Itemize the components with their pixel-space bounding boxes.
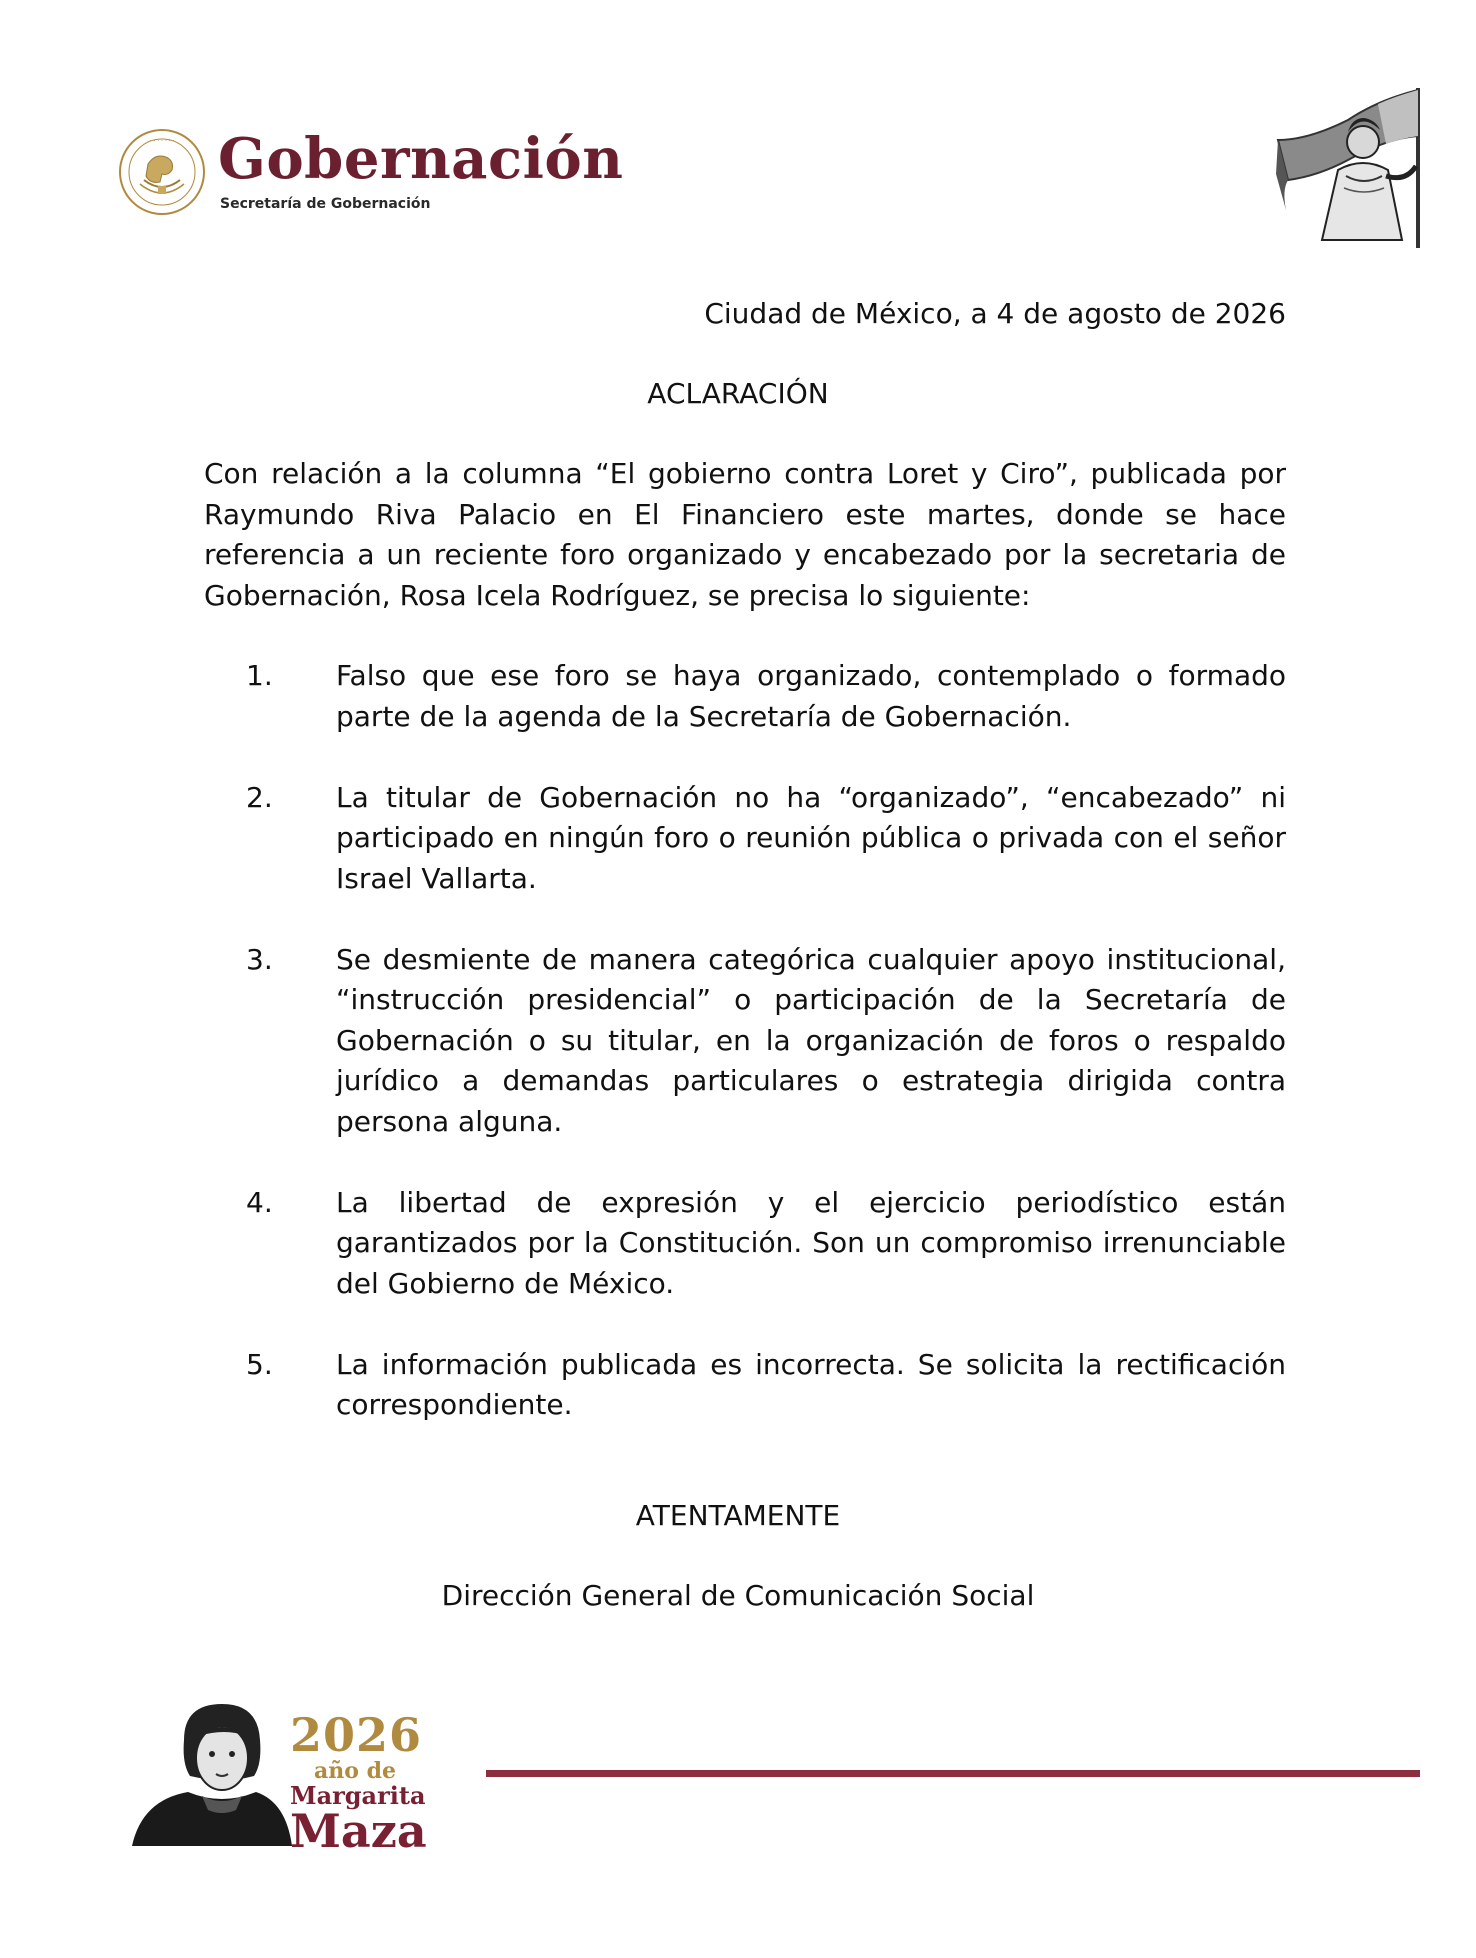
point-number: 5.: [246, 1347, 273, 1381]
point-number: 2.: [246, 780, 273, 814]
point-text: La información publicada es incorrecta. Se solicita la rectificación correspondiente.: [336, 1347, 1286, 1421]
margarita-maza-portrait: [132, 1700, 292, 1846]
points-list: [204, 656, 1286, 1466]
list-item: [204, 940, 1286, 1143]
year-number: 2026: [290, 1708, 423, 1762]
woman-with-flag-illustration: [1268, 80, 1438, 255]
brand-name: Gobernación: [218, 126, 624, 192]
year-line-ano: año de: [314, 1758, 396, 1784]
year-badge: [290, 1708, 427, 1858]
gobernacion-logo: [118, 126, 624, 228]
signature-line: Dirección General de Comunicación Social: [441, 1579, 1035, 1612]
point-number: 4.: [246, 1185, 273, 1219]
point-text: La libertad de expresión y el ejercicio periodístico están garantizados por la Constitución. Son un compromiso irrenunciable del Gobierno de México.: [336, 1185, 1286, 1300]
intro-paragraph: Con relación a la columna “El gobierno contra Loret y Ciro”, publicada por Raymundo Riva Palacio en El Financiero este martes, donde se hace referencia a un reciente foro organizado y encabezado por la secretaria de Gobernación, Rosa Icela Rodríguez, se precisa lo siguiente:: [204, 457, 1286, 612]
point-text: La titular de Gobernación no ha “organizado”, “encabezado” ni participado en ningún foro o reunión pública o privada con el señor Israel Vallarta.: [336, 780, 1286, 895]
list-item: [204, 1183, 1286, 1305]
svg-text:· · · · · · ·: · · · · · · ·: [149, 138, 175, 145]
date-line: Ciudad de México, a 4 de agosto de 2026: [704, 297, 1286, 330]
point-text: Falso que ese foro se haya organizado, contemplado o formado parte de la agenda de la Secretaría de Gobernación.: [336, 659, 1286, 733]
list-item: [204, 656, 1286, 737]
document-title: ACLARACIÓN: [647, 377, 829, 410]
year-line-maza: Maza: [290, 1804, 427, 1858]
year-line-margarita: Margarita: [290, 1781, 426, 1810]
brand-subtitle: Secretaría de Gobernación: [220, 196, 431, 212]
coat-of-arms-icon: [118, 128, 206, 216]
point-text: Se desmiente de manera categórica cualquier apoyo institucional, “instrucción presidencial” o participación de la Secretaría de Gobernación o su titular, en la organización de foros o respaldo jurídico a demandas particulares o estrategia dirigida contra persona alguna.: [336, 942, 1286, 1138]
closing-line: ATENTAMENTE: [635, 1499, 841, 1532]
list-item: [204, 778, 1286, 900]
point-number: 1.: [246, 659, 273, 692]
list-item: [204, 1345, 1286, 1426]
point-number: 3.: [246, 942, 273, 976]
footer-divider: [486, 1770, 1420, 1777]
